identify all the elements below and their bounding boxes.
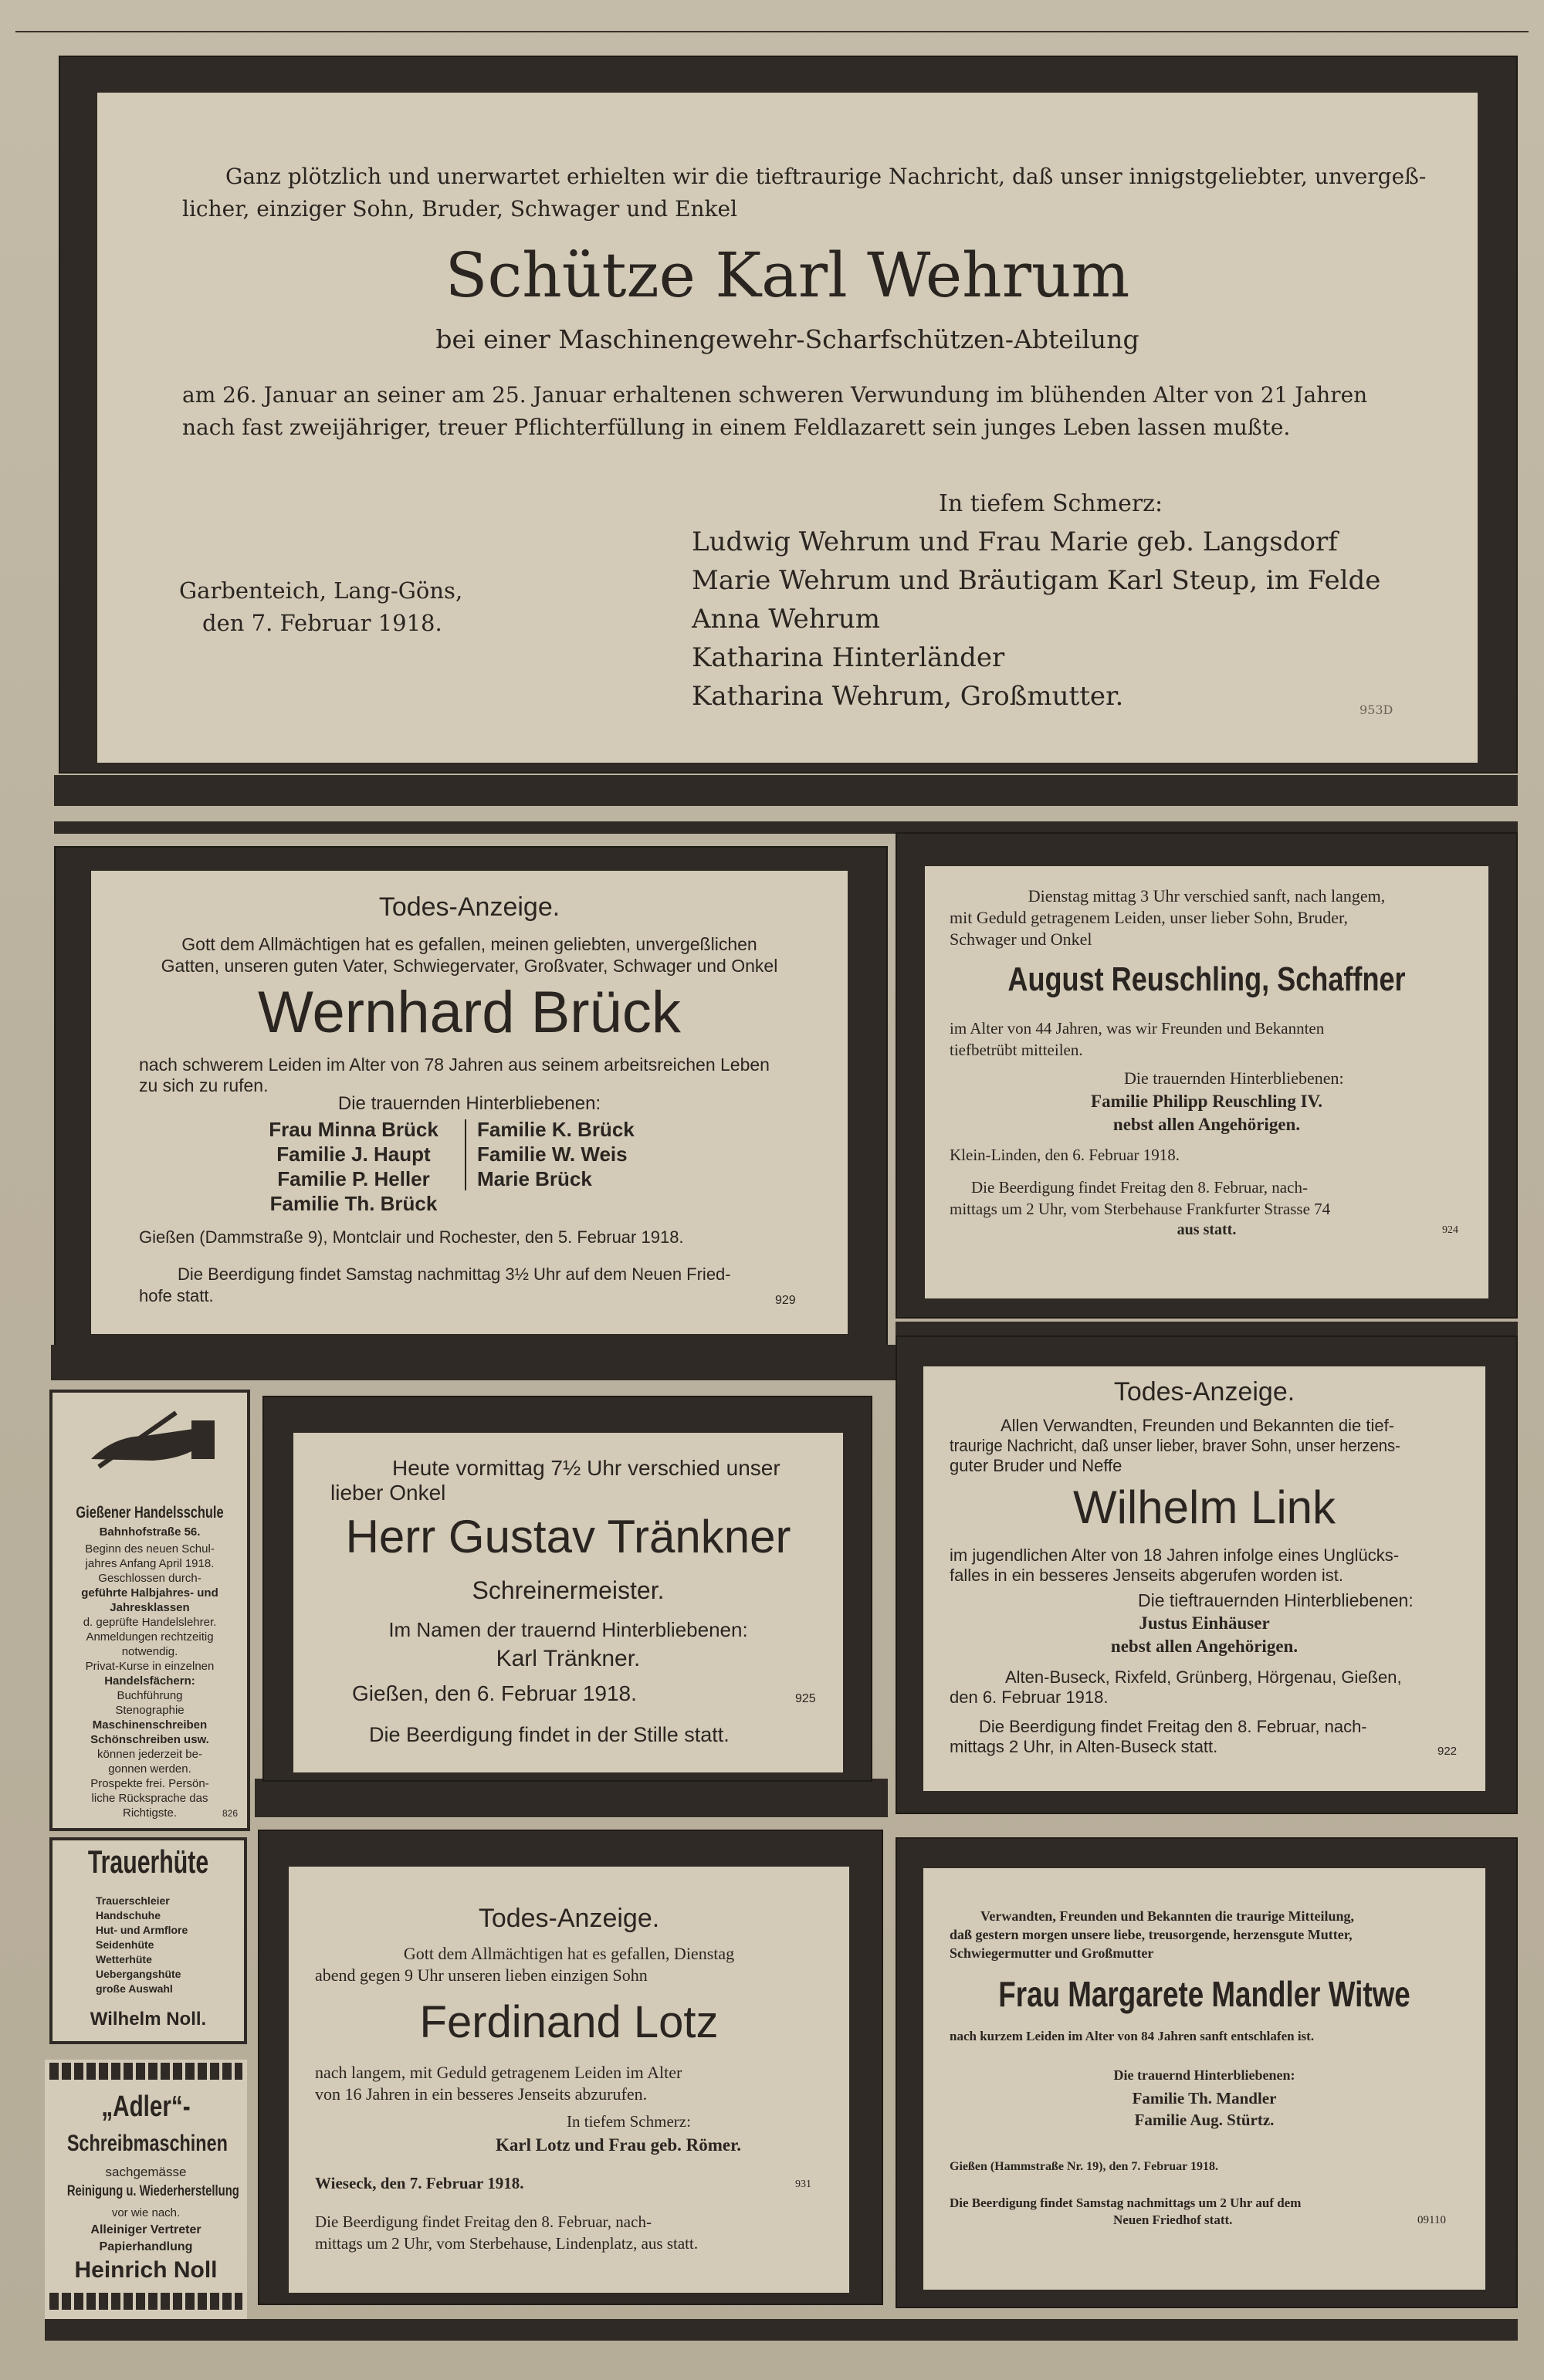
writing-hand-icon: [83, 1405, 222, 1474]
brueck-right-3: Marie Brück: [477, 1167, 592, 1190]
reuschling-fam-2: nebst allen Angehörigen.: [1112, 1115, 1301, 1134]
page-top-rule: [15, 31, 1529, 32]
traenkner-signer: Karl Tränkner.: [496, 1646, 641, 1671]
notice-traenkner: [293, 1433, 843, 1772]
brueck-right-2: Familie W. Weis: [477, 1143, 628, 1166]
lotz-body-1: nach langem, mit Geduld getragenem Leiden im Alter: [315, 2063, 682, 2082]
traenkner-occupation: Schreinermeister.: [472, 1576, 665, 1604]
reuschling-body-2: tiefbetrübt mitteilen.: [950, 1041, 1083, 1059]
wehrum-unit: bei einer Maschinengewehr-Scharfschützen-Abteilung: [435, 324, 1139, 354]
traenkner-name: Herr Gustav Tränkner: [345, 1511, 791, 1562]
school-line-13: Maschinenschreiben: [92, 1718, 208, 1732]
brueck-funeral-1: Die Beerdigung findet Samstag nachmittag 3½ Uhr auf dem Neuen Fried-: [178, 1264, 731, 1284]
traenkner-mourning-label: Im Namen der trauernd Hinterbliebenen:: [388, 1618, 748, 1641]
reuschling-body-1: im Alter von 44 Jahren, was wir Freunden und Bekannten: [950, 1019, 1325, 1038]
hats-title: Trauerhüte: [87, 1843, 209, 1880]
band-5: [255, 1779, 888, 1817]
hats-item-2: Handschuhe: [96, 1909, 161, 1921]
brueck-body-2: zu sich zu rufen.: [139, 1075, 269, 1095]
adler-title: „Adler“-: [101, 2091, 191, 2123]
mandler-ref: 09110: [1417, 2214, 1446, 2226]
adler-line-1: sachgemässe: [105, 2165, 187, 2179]
school-line-6: d. geprüfte Handelslehrer.: [83, 1616, 217, 1629]
brueck-funeral-2: hofe statt.: [139, 1286, 214, 1305]
adler-line-2: Reinigung u. Wiederherstellung: [66, 2183, 239, 2199]
wehrum-mourner-5: Katharina Wehrum, Großmutter.: [692, 681, 1124, 712]
school-line-15: können jederzeit be-: [97, 1748, 202, 1761]
hats-item-4: Seidenhüte: [96, 1938, 154, 1951]
lotz-heading: Todes-Anzeige.: [478, 1904, 660, 1933]
wehrum-name: Schütze Karl Wehrum: [445, 239, 1130, 311]
hats-shop: Wilhelm Noll.: [90, 2009, 207, 2030]
traenkner-intro-2: lieber Onkel: [330, 1481, 446, 1505]
brueck-intro-1: Gott dem Allmächtigen hat es gefallen, meinen geliebten, unvergeßlichen: [181, 934, 757, 954]
adler-shop: Heinrich Noll: [74, 2257, 218, 2283]
hats-item-6: Uebergangshüte: [96, 1968, 181, 1980]
notice-mandler: [923, 1868, 1485, 2290]
school-line-5: Jahresklassen: [110, 1601, 190, 1614]
traenkner-place: Gießen, den 6. Februar 1918.: [352, 1681, 637, 1705]
reuschling-funeral-1: Die Beerdigung findet Freitag den 8. Februar, nach-: [971, 1178, 1308, 1197]
reuschling-intro-1: Dienstag mittag 3 Uhr verschied sanft, nach langem,: [1028, 886, 1386, 906]
adler-subtitle: Schreibmaschinen: [66, 2131, 228, 2156]
wehrum-mourner-4: Katharina Hinterländer: [692, 642, 1005, 673]
adler-top-border: [49, 2063, 242, 2080]
wehrum-place: Garbenteich, Lang-Göns,: [179, 577, 463, 604]
band-1: [54, 775, 1518, 806]
link-ref: 922: [1437, 1745, 1458, 1758]
reuschling-funeral-3: aus statt.: [1177, 1221, 1237, 1238]
lotz-intro-1: Gott dem Allmächtigen hat es gefallen, Dienstag: [403, 1944, 735, 1963]
hats-item-5: Wetterhüte: [96, 1953, 152, 1965]
reuschling-mourning-label: Die trauernden Hinterbliebenen:: [1124, 1068, 1344, 1088]
link-fam-2: nebst allen Angehörigen.: [1110, 1637, 1299, 1656]
lotz-name: Ferdinand Lotz: [419, 1997, 719, 2047]
school-ref: 826: [222, 1808, 239, 1819]
brueck-left-4: Familie Th. Brück: [269, 1192, 438, 1215]
wehrum-mourning-label: In tiefem Schmerz:: [939, 490, 1163, 517]
traenkner-funeral: Die Beerdigung findet in der Stille statt.: [369, 1723, 730, 1746]
school-line-11: Buchführung: [117, 1689, 183, 1702]
school-address: Bahnhofstraße 56.: [99, 1525, 201, 1539]
lotz-ref: 931: [795, 2179, 811, 2190]
link-name: Wilhelm Link: [1072, 1481, 1336, 1533]
reuschling-place: Klein-Linden, den 6. Februar 1918.: [950, 1146, 1180, 1164]
notice-lotz: [289, 1867, 849, 2293]
reuschling-ref: 924: [1442, 1224, 1458, 1236]
reuschling-intro-3: Schwager und Onkel: [950, 929, 1092, 949]
brueck-intro-2: Gatten, unseren guten Vater, Schwiegervater, Großvater, Schwager und Onkel: [161, 956, 778, 976]
link-fam-1: Justus Einhäuser: [1139, 1613, 1270, 1633]
school-line-1: Beginn des neuen Schul-: [85, 1542, 215, 1556]
brueck-left-1: Frau Minna Brück: [269, 1118, 438, 1141]
wehrum-date: den 7. Februar 1918.: [202, 610, 442, 636]
school-title: Gießener Handelsschule: [76, 1504, 224, 1522]
brueck-body-1: nach schwerem Leiden im Alter von 78 Jahren aus seinem arbeitsreichen Leben: [139, 1055, 770, 1075]
brueck-column-rule: [465, 1119, 466, 1190]
reuschling-fam-1: Familie Philipp Reuschling IV.: [1091, 1092, 1322, 1111]
lotz-funeral-2: mittags um 2 Uhr, vom Sterbehause, Lindenplatz, aus statt.: [315, 2234, 699, 2253]
hats-item-1: Trauerschleier: [96, 1894, 170, 1907]
brueck-ref: 929: [775, 1294, 796, 1307]
lotz-intro-2: abend gegen 9 Uhr unseren lieben einzigen Sohn: [315, 1965, 648, 1985]
link-mourning-label: Die tieftrauernden Hinterbliebenen:: [1138, 1590, 1414, 1610]
brueck-heading: Todes-Anzeige.: [378, 892, 560, 922]
adler-line-5: Papierhandlung: [99, 2240, 193, 2253]
wehrum-mourner-3: Anna Wehrum: [692, 604, 881, 635]
reuschling-name: August Reuschling, Schaffner: [1007, 960, 1406, 998]
link-intro-1: Allen Verwandten, Freunden und Bekannten die tief-: [1001, 1416, 1395, 1435]
adler-line-3: vor wie nach.: [111, 2206, 181, 2219]
mandler-funeral-1: Die Beerdigung findet Samstag nachmittags um 2 Uhr auf dem: [950, 2195, 1302, 2210]
band-3: [51, 1345, 900, 1380]
school-line-18: liche Rücksprache das: [91, 1792, 208, 1805]
mandler-intro-2: daß gestern morgen unsere liebe, treusorgende, herzensgute Mutter,: [950, 1927, 1353, 1942]
band-bottom: [45, 2319, 1518, 2341]
school-line-10: Handelsfächern:: [104, 1674, 195, 1688]
mandler-funeral-2: Neuen Friedhof statt.: [1113, 2212, 1233, 2227]
mandler-body: nach kurzem Leiden im Alter von 84 Jahren sanft entschlafen ist.: [950, 2029, 1315, 2043]
school-line-16: gonnen werden.: [108, 1762, 191, 1776]
mandler-name: Frau Margarete Mandler Witwe: [998, 1974, 1410, 2014]
school-line-8: notwendig.: [121, 1645, 178, 1658]
link-funeral-1: Die Beerdigung findet Freitag den 8. Februar, nach-: [979, 1717, 1367, 1736]
brueck-mourning-label: Die trauernden Hinterbliebenen:: [337, 1093, 601, 1114]
link-body-2: falles in ein besseres Jenseits abgerufen worden ist.: [950, 1566, 1343, 1585]
mandler-mourning-label: Die trauernd Hinterbliebenen:: [1113, 2067, 1295, 2083]
school-line-7: Anmeldungen rechtzeitig: [86, 1630, 214, 1644]
link-body-1: im jugendlichen Alter von 18 Jahren infolge eines Unglücks-: [950, 1545, 1400, 1565]
school-line-12: Stenographie: [115, 1704, 185, 1717]
mandler-intro-1: Verwandten, Freunden und Bekannten die traurige Mitteilung,: [980, 1908, 1355, 1924]
lotz-place: Wieseck, den 7. Februar 1918.: [315, 2174, 524, 2192]
link-heading: Todes-Anzeige.: [1113, 1377, 1295, 1407]
notice-wehrum: [97, 93, 1478, 763]
lotz-signer: Karl Lotz und Frau geb. Römer.: [496, 2135, 741, 2155]
school-line-3: Geschlossen durch-: [98, 1572, 201, 1585]
wehrum-body-1: am 26. Januar an seiner am 25. Januar erhaltenen schweren Verwundung im blühenden Alter von 21 Jahren: [182, 382, 1368, 408]
mandler-place: Gießen (Hammstraße Nr. 19), den 7. Februar 1918.: [950, 2160, 1218, 2173]
link-funeral-2: mittags 2 Uhr, in Alten-Buseck statt.: [950, 1737, 1218, 1756]
lotz-body-2: von 16 Jahren in ein besseres Jenseits abzurufen.: [315, 2084, 648, 2104]
lotz-mourning-label: In tiefem Schmerz:: [567, 2112, 691, 2131]
wehrum-ref: 953D: [1359, 702, 1393, 717]
mandler-fam-2: Familie Aug. Stürtz.: [1134, 2111, 1275, 2129]
adler-bottom-border: [49, 2293, 242, 2310]
school-line-9: Privat-Kurse in einzelnen: [85, 1660, 215, 1673]
ad-adler: [45, 2060, 247, 2319]
hats-item-3: Hut- und Armflore: [96, 1924, 188, 1936]
notice-reuschling: [925, 866, 1488, 1298]
ad-trauerhuete: [49, 1837, 247, 2044]
link-intro-3: guter Bruder und Neffe: [950, 1456, 1122, 1475]
brueck-left-3: Familie P. Heller: [277, 1167, 430, 1190]
wehrum-intro-2: licher, einziger Sohn, Bruder, Schwager und Enkel: [182, 196, 738, 222]
mandler-intro-3: Schwiegermutter und Großmutter: [950, 1945, 1154, 1961]
hats-item-7: große Auswahl: [96, 1982, 173, 1995]
link-place-1: Alten-Buseck, Rixfeld, Grünberg, Hörgenau, Gießen,: [1005, 1667, 1402, 1687]
mandler-fam-1: Familie Th. Mandler: [1132, 2089, 1277, 2107]
notice-link: [923, 1366, 1485, 1791]
notice-brueck: [91, 871, 848, 1334]
adler-line-4: Alleiniger Vertreter: [90, 2223, 201, 2236]
brueck-name: Wernhard Brück: [258, 980, 681, 1045]
wehrum-mourner-1: Ludwig Wehrum und Frau Marie geb. Langsdorf: [692, 526, 1338, 557]
ad-handelsschule: [49, 1390, 250, 1831]
wehrum-body-2: nach fast zweijähriger, treuer Pflichterfüllung in einem Feldlazarett sein junges Leben lassen mußte.: [182, 415, 1291, 440]
school-line-2: jahres Anfang April 1918.: [85, 1557, 215, 1570]
traenkner-ref: 925: [795, 1692, 816, 1705]
brueck-place: Gießen (Dammstraße 9), Montclair und Rochester, den 5. Februar 1918.: [139, 1227, 684, 1247]
brueck-left-2: Familie J. Haupt: [276, 1143, 431, 1166]
lotz-funeral-1: Die Beerdigung findet Freitag den 8. Februar, nach-: [315, 2212, 652, 2231]
reuschling-intro-2: mit Geduld getragenem Leiden, unser lieber Sohn, Bruder,: [950, 908, 1348, 927]
wehrum-intro-1: Ganz plötzlich und unerwartet erhielten wir die tieftraurige Nachricht, daß unser innigstgeliebter, unvergeß-: [225, 164, 1427, 189]
reuschling-funeral-2: mittags um 2 Uhr, vom Sterbehause Frankfurter Strasse 74: [950, 1200, 1331, 1218]
school-line-4: geführte Halbjahres- und: [81, 1586, 218, 1600]
link-place-2: den 6. Februar 1918.: [950, 1688, 1109, 1707]
school-line-19: Richtigste.: [122, 1806, 178, 1820]
traenkner-intro-1: Heute vormittag 7½ Uhr verschied unser: [392, 1456, 780, 1480]
school-line-14: Schönschreiben usw.: [90, 1733, 209, 1746]
brueck-right-1: Familie K. Brück: [477, 1118, 635, 1141]
wehrum-mourner-2: Marie Wehrum und Bräutigam Karl Steup, im Felde: [692, 565, 1381, 596]
link-intro-2: traurige Nachricht, daß unser lieber, braver Sohn, unser herzens-: [950, 1436, 1400, 1455]
school-line-17: Prospekte frei. Persön-: [90, 1777, 209, 1790]
